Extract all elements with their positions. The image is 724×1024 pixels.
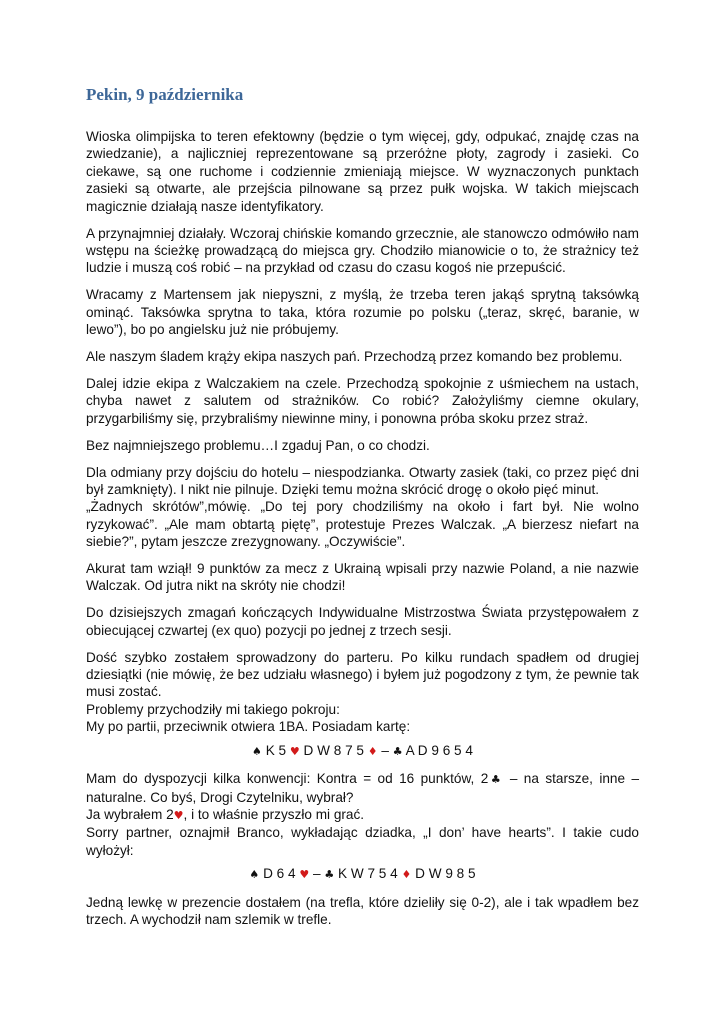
heart-icon: ♥	[289, 744, 300, 758]
paragraph-hotel	[86, 464, 639, 551]
club-icon: ♣	[488, 773, 504, 787]
hand-spades: K 5	[265, 742, 287, 758]
paragraph-problems	[86, 649, 639, 736]
paragraph-text: , i to właśnie przyszło mi grać.	[183, 806, 365, 822]
paragraph: Jedną lewkę w prezencie dostałem (na trefla, które dzieliły się 0-2), ale i tak wpadłem bez trzech. A wychodził nam szlemik w trefle.	[86, 894, 639, 927]
hand-clubs: A D 9 6 5 4	[405, 742, 473, 758]
hand-hearts: D W 8 7 5	[303, 742, 364, 758]
paragraph-text: Mam do dyspozycji kilka konwencji: Kontra = od 16 punktów, 2	[86, 771, 489, 787]
paragraph-text: Sorry partner, oznajmił Branco, wykładając dziadka, „I don’ have hearts”. I takie cudo wyłożył:	[86, 825, 639, 858]
hand-clubs: K W 7 5 4	[338, 866, 398, 882]
paragraph-text: Ja wybrałem 2	[86, 806, 174, 822]
page-title: Pekin, 9 października	[86, 85, 244, 104]
paragraph-text: – na starsze, inne – naturalne. Co byś, Drogi Czytelniku, wybrał?	[86, 771, 640, 805]
spade-icon: ♠	[249, 868, 260, 882]
spade-icon: ♠	[252, 744, 262, 758]
heart-icon: ♥	[173, 808, 184, 822]
paragraph-text: Dla odmiany przy dojściu do hotelu – niespodzianka. Otwarty zasiek (taki, co przez pięć dni był zamknięty). I nikt nie pilnuje. Dzięki temu można skrócić drogę o około pięć minut.	[86, 464, 639, 497]
paragraph-text: My po partii, przeciwnik otwiera 1BA. Posiadam kartę:	[86, 719, 411, 735]
club-icon: ♣	[392, 744, 403, 758]
paragraph: Wracamy z Martensem jak niepyszni, z myślą, że trzeba teren jakąś sprytną taksówką ominąć. Taksówka sprytna to taka, która rozumie po polsku („teraz, skręć, baranie, w lewo”), bo po angielsku już nie próbujemy.	[86, 287, 639, 338]
paragraph: Ale naszym śladem krąży ekipa naszych pań. Przechodzą przez komando bez problemu.	[86, 348, 623, 364]
paragraph: Dalej idzie ekipa z Walczakiem na czele. Przechodzą spokojnie z uśmiechem na ustach, chyba nawet z salutem od strażników. Co robić? Założyliśmy ciemne okulary, przygarbiliśmy się, przybraliśmy niewinne miny, i ponowna próba skoku przez straż.	[86, 375, 639, 426]
bridge-hand-1	[86, 742, 639, 760]
paragraph-text: Dość szybko zostałem sprowadzony do parteru. Po kilku rundach spadłem od drugiej dziesiątki (nie mówię, że bez udziału własnego) i byłem już pogodzony z tym, że pewnie tak musi zostać.	[86, 649, 639, 700]
diamond-icon: ♦	[401, 868, 412, 882]
paragraph: Akurat tam wziął! 9 punktów za mecz z Ukrainą wpisali przy nazwie Poland, a nie nazwie Walczak. Od jutra nikt na skróty nie chodzi!	[86, 561, 639, 594]
hand-diamonds: –	[381, 742, 389, 758]
hand-diamonds: D W 9 8 5	[415, 866, 476, 882]
paragraph: Bez najmniejszego problemu…I zgaduj Pan, o co chodzi.	[86, 437, 430, 453]
paragraph: A przynajmniej działały. Wczoraj chińskie komando grzecznie, ale stanowczo odmówiło nam wstępu na ścieżkę prowadzącą do miejsca gry. Chodziło mianowicie o to, że strażnicy też ludzie i muszą coś robić – na przykład od czasu do czasu kogoś nie przepuścić.	[86, 225, 639, 276]
club-icon: ♣	[324, 868, 335, 882]
paragraph-conventions	[86, 770, 639, 859]
paragraph-text: Problemy przychodziły mi takiego pokroju:	[86, 701, 340, 717]
diamond-icon: ♦	[367, 744, 378, 758]
hand-hearts: –	[313, 866, 321, 882]
paragraph-text: „Żadnych skrótów”,mówię. „Do tej pory chodziliśmy na około i fart był. Nie wolno ryzykować”. „Ale mam obtartą piętę”, protestuje Prezes Walczak. „A bierzesz niefart na siebie?”, pytam jeszcze zrezygnowany. „Oczywiście”.	[86, 499, 639, 550]
paragraph: Wioska olimpijska to teren efektowny (będzie o tym więcej, gdy, odpukać, znajdę czas na zwiedzanie), a najliczniej reprezentowane są przeróżne płoty, zagrody i zasieki. Co ciekawe, są one ruchome i codziennie zmieniają miejsce. W wyznaczonych punktach zasieki są otwarte, ale przejścia pilnowane są przez pułk wojska. W takich miejscach magicznie działają nasze identyfikatory.	[86, 129, 639, 214]
document-page	[86, 80, 639, 938]
bridge-hand-2	[86, 865, 639, 883]
paragraph: Do dzisiejszych zmagań kończących Indywidualne Mistrzostwa Świata przystępowałem z obiecującej czwartej (ex quo) pozycji po jednej z trzech sesji.	[86, 605, 639, 638]
heart-icon: ♥	[299, 868, 310, 882]
hand-spades: D 6 4	[263, 866, 296, 882]
